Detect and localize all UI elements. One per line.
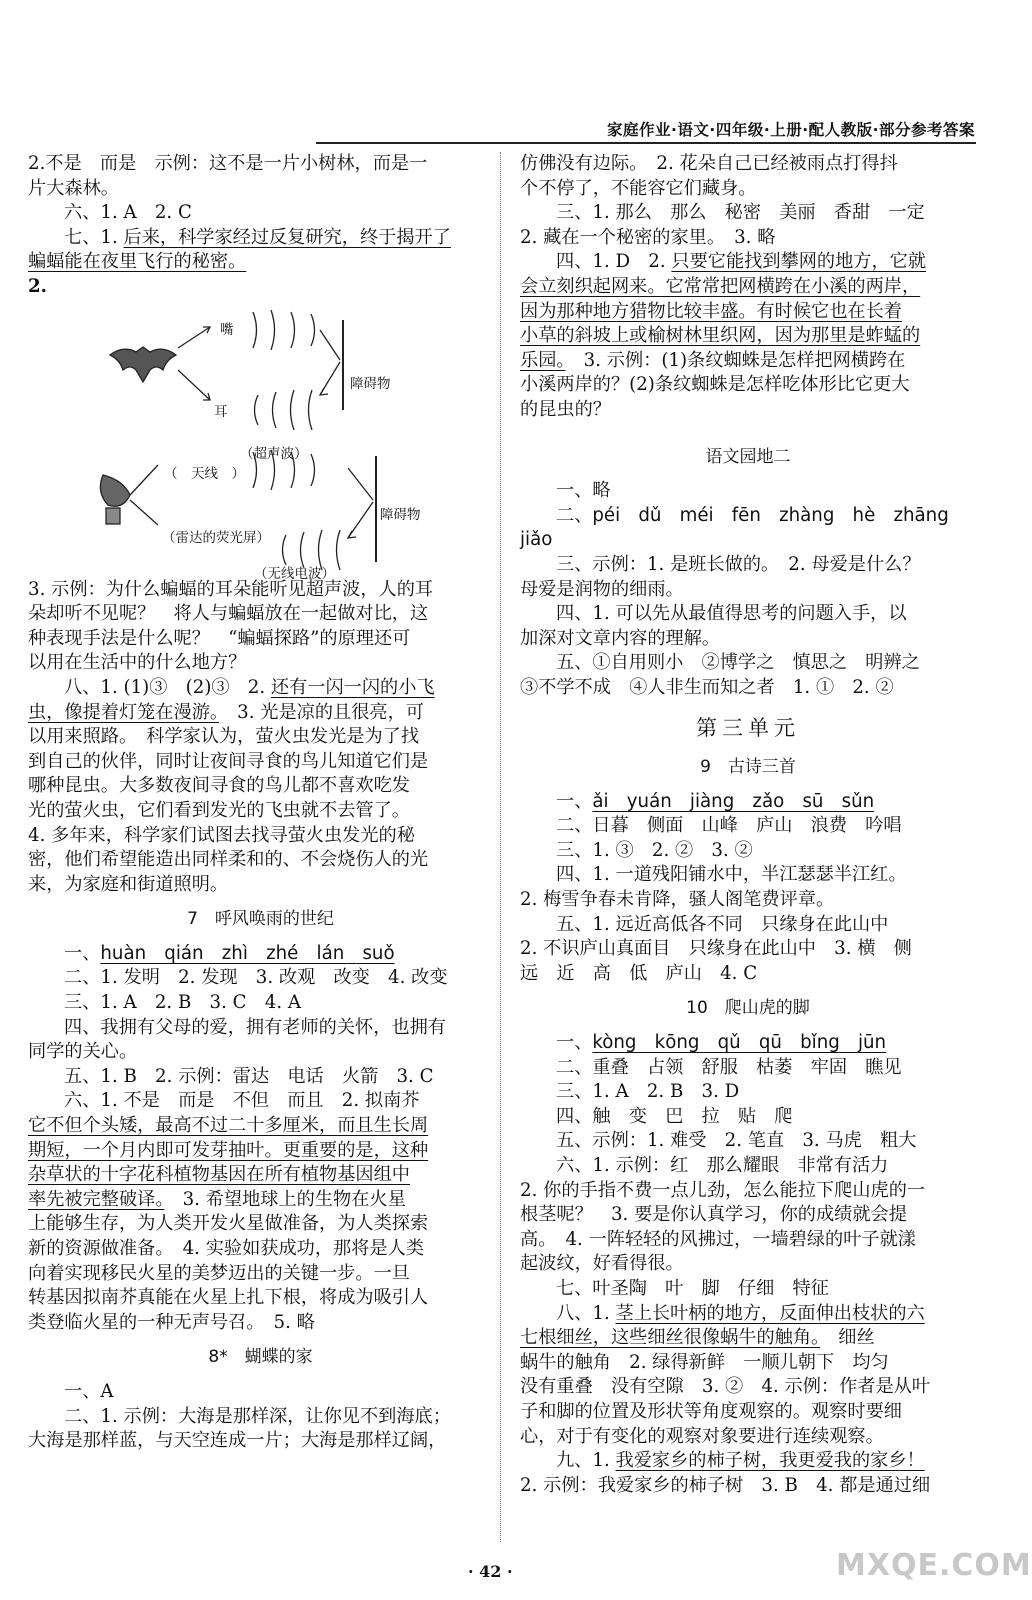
left-column [28,152,493,1454]
line: 3. 示例：为什么蝙蝠的耳朵能听见超声波，人的耳 [28,578,434,600]
line: 仿佛没有边际。 2. 花朵自己已经被雨点打得抖 [520,153,898,174]
line: 2. 示例：我爱家乡的柿子树 3. B 4. 都是通过细 [520,1474,931,1496]
line: 蜗牛的触角 2. 绿得新鲜 一顺儿朝下 均匀 [520,1351,889,1373]
pinyin-answer: huàn qián zhì zhé lán suǒ [100,942,395,964]
item-number: 九、1. [556,1450,616,1472]
line: 以用来照路。 科学家认为，萤火虫发光是为了找 [28,726,420,748]
line [520,349,976,374]
line: 同学的关心。 [28,1041,138,1063]
line [28,1163,493,1188]
radar-screen-label: （雷达的荧光屏） [162,529,270,546]
line: 2. [28,275,47,297]
pinyin-answer: ǎi yuán jiàng zǎo sū sǔn [592,790,875,812]
bat-ear-label: 耳 [214,403,228,420]
line: 光的萤火虫，它们看到发光的飞虫就不去管了。 [28,799,410,821]
line: 向着实现移民火星的美梦迈出的关键一步。一旦 [28,1262,410,1284]
line [28,1114,493,1139]
underlined-answer: 它不但个头矮，最高不过二十多厘米，而且生长周 [28,1115,429,1137]
line: 远 近 高 低 庐山 4. C [520,962,758,984]
line: 起波纹，好看得很。 [520,1253,684,1275]
echolocation-diagram [28,300,493,582]
line [520,324,976,349]
watermark: MXQE.COM [836,1548,1032,1583]
line: 五、1. 远近高低各不同 只缘身在此山中 [556,913,889,935]
underlined-answer: 蝙蝠能在夜里飞行的秘密。 [28,251,247,273]
line [28,1188,493,1213]
column-divider [500,152,501,1542]
caption-radio-wave: （无线电波） [254,565,335,582]
pinyin-answer: kòng kōng qǔ qū bǐng jūn [592,1032,887,1053]
line: 三、示例：1. 是班长做的。 2. 母爱是什么？ [556,553,921,575]
line: 一、略 [556,480,611,502]
page-header: 家庭作业·语文·四年级·上册·配人教版·部分参考答案 [607,121,975,139]
line [520,1031,976,1056]
line: 加深对文章内容的理解。 [520,627,721,649]
line: 2. 不识庐山真面目 只缘身在此山中 3. 横 侧 [520,938,912,960]
underlined-answer: 乐园。 [520,349,566,371]
line: 三、1. A 2. B 3. D [556,1081,740,1103]
lesson-heading: 8* 蝴蝶的家 [208,1347,313,1368]
line: 上能够生存，为人类开发火星做准备，为人类探索 [28,1213,429,1235]
line: 个不停了，不能容它们藏身。 [520,177,757,199]
underlined-answer: 七根细丝，这些细丝很像蜗牛的触角。 [520,1327,821,1349]
line [520,275,976,300]
lesson-heading: 9 古诗三首 [700,757,796,778]
line: 五、1. B 2. 示例：雷达 电话 火箭 3. C [64,1065,434,1087]
line [28,942,493,967]
line: 高。 4. 一阵轻轻的风拂过，一墙碧绿的叶子就漾 [520,1228,916,1250]
line: 五、①自用则小 ②博学之 慎思之 明辨之 [556,652,920,674]
line [520,504,976,529]
line: 四、1. 一道残阳铺水中，半江瑟瑟半江红。 [556,864,907,886]
underlined-answer: 小草的斜坡上或榆树林里织网，因为那里是蚱蜢的 [520,325,921,347]
item-number: 二、 [556,504,593,526]
line: 二、1. 发明 2. 发现 3. 改观 改变 4. 改变 [64,967,448,989]
line: 六、1. 不是 而是 不但 而且 2. 拟南芥 [64,1090,420,1112]
text: 3. 希望地球上的生物在火星 [164,1188,406,1210]
line: 二、1. 示例：大海是那样深，让你见不到海底； [64,1405,451,1427]
line: 大海是那样蓝，与天空连成一片；大海是那样辽阔， [28,1430,447,1452]
line [28,676,493,701]
lesson-heading: 10 爬山虎的脚 [686,998,810,1019]
underlined-answer: 期短，一个月内即可发芽抽叶。更重要的是，这种 [28,1139,429,1161]
line: 转基因拟南芥真能在火星上扎下根，将成为吸引人 [28,1287,429,1309]
line [520,1302,976,1327]
line: 心，对于有变化的观察对象要进行连续观察。 [520,1425,884,1447]
item-number: 一、 [556,790,593,812]
text: 3. 示例：(1)条纹蜘蛛是怎样把网横跨在 [565,349,906,371]
line: 四、触 变 巴 拉 贴 爬 [556,1105,793,1127]
underlined-answer: 因为那种地方猎物比较丰盛。有时候它也在长着 [520,300,902,322]
unit-heading: 第三单元 [696,716,800,741]
line: 2. 梅雪争春未肯降，骚人阁笔费评章。 [520,889,835,911]
line [520,300,976,325]
underlined-answer: 杂草状的十字花科植物基因在所有植物基因组中 [28,1164,410,1186]
line: 2.不是 而是 示例：这不是一片小树林，而是一 [28,153,428,174]
line [28,1139,493,1164]
underlined-answer: 虫，像提着灯笼在漫游。 [28,701,219,723]
line: 二、重叠 占领 舒服 枯萎 牢固 瞧见 [556,1056,902,1078]
text: 细丝 [820,1327,875,1349]
line: 六、1. 示例：红 那么耀眼 非常有活力 [556,1154,889,1176]
header-rule [316,142,976,144]
line: 新的资源做准备。 4. 实验如获成功，那将是人类 [28,1238,424,1259]
text: 3. 光是凉的且很亮，可 [218,701,424,723]
line: 密，他们希望能造出同样柔和的、不会烧伤人的光 [28,849,429,871]
line: 4. 多年来，科学家们试图去找寻萤火虫发光的秘 [28,824,415,846]
line: 根茎呢？ 3. 要是你认真学习，你的成绩就会提 [520,1204,907,1226]
line: 三、1. A 2. B 3. C 4. A [64,992,302,1014]
underlined-answer: 只要它能找到攀网的地方，它就 [671,251,927,273]
line: 母爱是润物的细雨。 [520,578,684,600]
line: 六、1. A 2. C [64,202,192,224]
bat-icon [110,347,176,382]
item-number: 七、1. [64,226,124,248]
line: 2. 藏在一个秘密的家里。 3. 略 [520,226,776,248]
line: 五、示例：1. 难受 2. 笔直 3. 马虎 粗大 [556,1130,917,1152]
obstacle-label: 障碍物 [350,375,391,392]
antenna-label: （ 天线 ） [164,465,245,482]
item-number: 八、1. (1)③ (2)③ 2. [64,676,271,698]
pinyin-answer: péi dǔ méi fēn zhàng hè zhāng [592,504,949,526]
line: 以用在生活中的什么地方？ [28,652,247,674]
underlined-answer: 茎上长叶柄的地方，反面伸出枝状的六 [615,1302,925,1324]
line: 三、1. ③ 2. ② 3. ② [556,839,753,861]
line: 七、叶圣陶 叶 脚 仔细 特征 [556,1277,829,1299]
line: 一、A [64,1380,114,1402]
line: 2. 你的手指不费一点儿劲，怎么能拉下爬山虎的一 [520,1179,926,1201]
underlined-answer: 我爱家乡的柿子树，我更爱我的家乡！ [615,1450,925,1472]
line: jiǎo [520,529,553,551]
line: 没有重叠 没有空隙 3. ② 4. 示例：作者是从叶 [520,1376,931,1398]
line: 片大森林。 [28,177,119,199]
item-number: 八、1. [556,1302,616,1324]
line: 的昆虫的？ [520,398,611,420]
line: 到自己的伙伴，同时让夜间寻食的鸟儿知道它们是 [28,750,429,772]
item-number: 一、 [64,942,101,964]
right-column [520,152,976,1498]
line: 哪种昆虫。大多数夜间寻食的鸟儿都不喜欢吃发 [28,775,410,797]
line: 朵却听不见呢？ 将人与蝙蝠放在一起做对比，这 [28,603,429,625]
lesson-heading: 7 呼风唤雨的世纪 [187,909,334,930]
line: 子和脚的位置及形状等角度观察的。观察时要细 [520,1400,902,1422]
obstacle-label: 障碍物 [380,506,421,523]
line: 三、1. 那么 那么 秘密 美丽 香甜 一定 [556,202,925,224]
line [28,226,493,251]
underlined-answer: 会立刻织起网来。它常常把网横跨在小溪的两岸， [520,275,921,297]
line [520,1326,976,1351]
line: 来，为家庭和街道照明。 [28,873,229,895]
line: 小溪两岸的？(2)条纹蜘蛛是怎样吃体形比它更大 [520,374,910,396]
line [520,1449,976,1474]
caption-ultrasound: （超声波） [240,445,308,462]
line: 类登临火星的一种无声号召。 5. 略 [28,1311,315,1333]
line [520,790,976,815]
line: 二、日暮 侧面 山峰 庐山 浪费 吟唱 [556,815,902,837]
underlined-answer: 还有一闪一闪的小飞 [270,676,435,698]
line: 四、我拥有父母的爱，拥有老师的关怀，也拥有 [64,1016,446,1038]
line: 种表现手法是什么呢？ “蝙蝠探路”的原理还可 [28,627,411,649]
line [520,250,976,275]
radar-icon [100,475,130,524]
page-number: · 42 · [468,1562,513,1581]
line [28,250,493,275]
bat-mouth-label: 嘴 [220,321,234,338]
underlined-answer: 率先被完整破译。 [28,1188,165,1210]
item-number: 一、 [556,1032,593,1053]
line: 四、1. 可以先从最值得思考的问题入手，以 [556,603,907,625]
line: ③不学不成 ④人非生而知之者 1. ① 2. ② [520,676,894,698]
section-heading: 语文园地二 [705,446,791,467]
item-number: 四、1. D 2. [556,251,672,273]
underlined-answer: 后来，科学家经过反复研究，终于揭开了 [123,226,451,248]
line [28,701,493,726]
